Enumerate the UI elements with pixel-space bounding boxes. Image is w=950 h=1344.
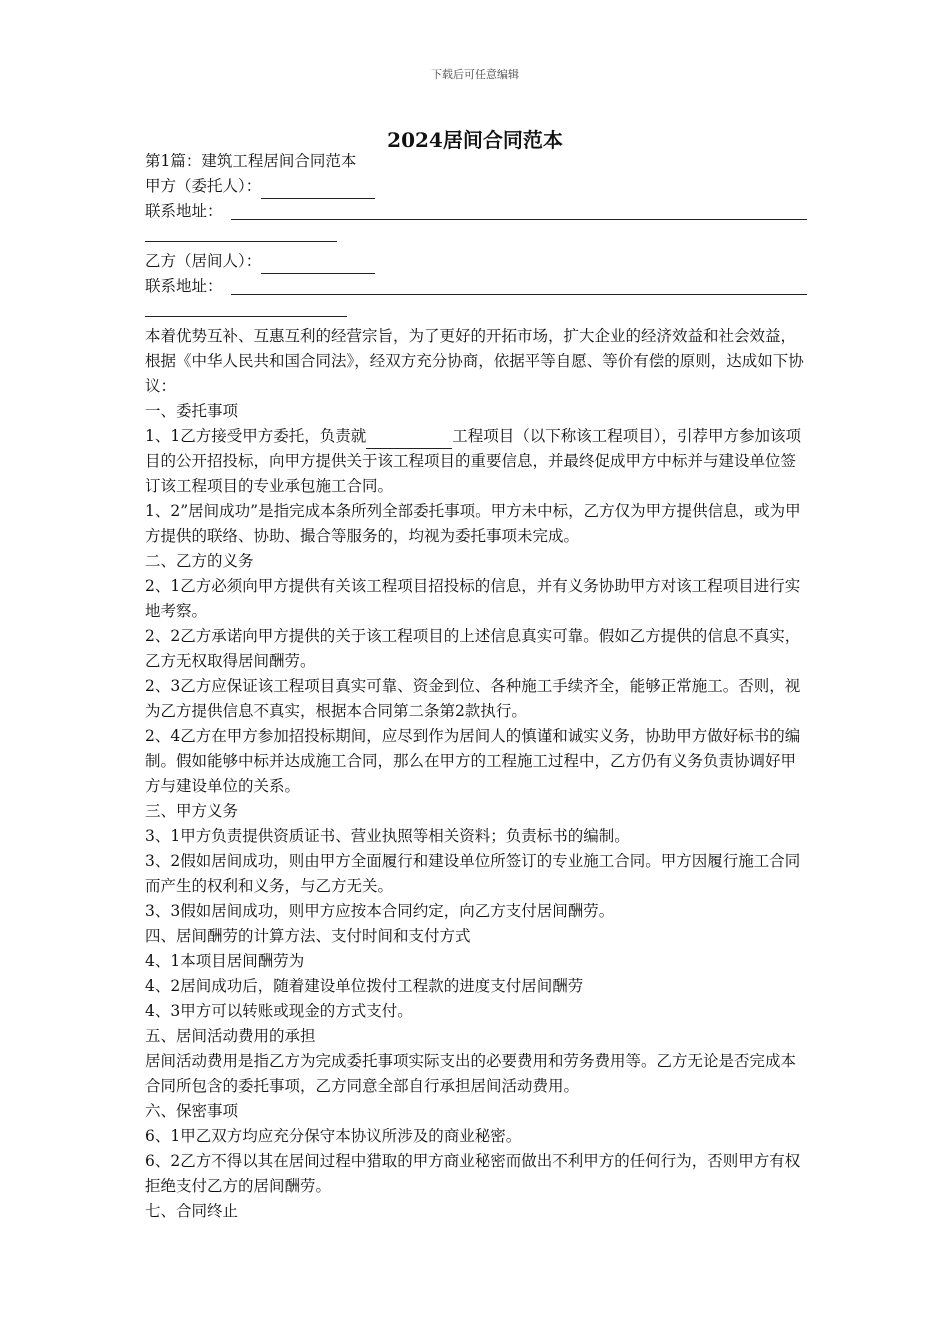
clause-3-1: 3、1甲方负责提供资质证书、营业执照等相关资料；负责标书的编制。 — [145, 827, 630, 845]
party-b-line — [145, 249, 807, 274]
party-a-address-line — [145, 199, 807, 224]
section-heading: 三、甲方义务 — [145, 802, 239, 820]
section-heading: 六、保密事项 — [145, 1102, 239, 1120]
party-a-blank — [261, 180, 375, 199]
clause-2-1: 2、1乙方必须向甲方提供有关该工程项目招投标的信息，并有义务协助甲方对该工程项目进行实地考察。 — [145, 577, 801, 620]
preamble-paragraph: 本着优势互补、互惠互利的经营宗旨，为了更好的开拓市场，扩大企业的经济效益和社会效益，根据《中华人民共和国合同法》，经双方充分协商，依据平等自愿、等价有偿的原则，达成如下协议： — [145, 327, 804, 395]
address-label-a: 联系地址： — [145, 202, 223, 220]
clause-5: 居间活动费用是指乙方为完成委托事项实际支出的必要费用和劳务费用等。乙方无论是否完成本合同所包含的委托事项，乙方同意全部自行承担居间活动费用。 — [145, 1052, 797, 1095]
clause-6-2: 6、2乙方不得以其在居间过程中猎取的甲方商业秘密而做出不利甲方的任何行为，否则甲方有权拒绝支付乙方的居间酬劳。 — [145, 1152, 801, 1195]
clause-1-1 — [145, 424, 807, 499]
remaining-clauses — [145, 499, 807, 1224]
clause-3-3: 3、3假如居间成功，则甲方应按本合同约定，向乙方支付居间酬劳。 — [145, 902, 615, 920]
clause-2-2: 2、2乙方承诺向甲方提供的关于该工程项目的上述信息真实可靠。假如乙方提供的信息不真实，乙方无权取得居间酬劳。 — [145, 627, 801, 670]
party-b-label: 乙方（居间人）： — [145, 252, 262, 270]
clause-2-4: 2、4乙方在甲方参加招投标期间，应尽到作为居间人的慎谨和诚实义务，协助甲方做好标书的编制。假如能够中标并达成施工合同，那么在甲方的工程施工过程中，乙方仍有义务负责协调好甲方与建设单位的关系。 — [145, 727, 801, 795]
section-heading: 四、居间酬劳的计算方法、支付时间和支付方式 — [145, 927, 471, 945]
clause-4-1: 4、1本项目居间酬劳为 — [145, 952, 305, 970]
clause-6-1: 6、1甲乙双方均应充分保守本协议所涉及的商业秘密。 — [145, 1127, 522, 1145]
clause-1-1-start: 1、1乙方接受甲方委托，负责就 — [145, 427, 367, 445]
address-a-tail-rule — [145, 224, 337, 242]
section-heading: 五、居间活动费用的承担 — [145, 1027, 316, 1045]
party-b-blank — [261, 255, 375, 274]
section-heading: 二、乙方的义务 — [145, 552, 254, 570]
clause-1-1-end: 工程项目（以下称该工程项目），引荐甲方参加该项目的公开招投标，向甲方提供关于该工程项目的重要信息，并最终促成甲方中标并与建设单位签订该工程项目的专业承包施工合同。 — [145, 427, 801, 495]
clause-2-3: 2、3乙方应保证该工程项目真实可靠、资金到位、各种施工手续齐全，能够正常施工。否则，视为乙方提供信息不真实，根据本合同第二条第2款执行。 — [145, 677, 801, 720]
subtitle: 第1篇：建筑工程居间合同范本 — [145, 152, 357, 170]
party-a-line — [145, 174, 807, 199]
section-heading: 一、委托事项 — [145, 402, 239, 420]
project-name-blank — [366, 430, 452, 449]
address-b-continuation — [145, 299, 807, 324]
party-b-address-line — [145, 274, 807, 299]
document-title: 2024居间合同范本 — [387, 128, 563, 152]
document-body — [145, 149, 807, 1224]
address-a-blank — [231, 201, 807, 220]
clause-4-3: 4、3甲方可以转账或现金的方式支付。 — [145, 1002, 413, 1020]
clause-1-2: 1、2”居间成功”是指完成本条所列全部委托事项。甲方未中标，乙方仅为甲方提供信息，或为甲方提供的联络、协助、撮合等服务的，均视为委托事项未完成。 — [145, 502, 801, 545]
address-b-blank — [231, 276, 807, 295]
address-label-b: 联系地址： — [145, 277, 223, 295]
address-a-continuation — [145, 224, 807, 249]
clause-3-2: 3、2假如居间成功，则由甲方全面履行和建设单位所签订的专业施工合同。甲方因履行施工合同而产生的权利和义务，与乙方无关。 — [145, 852, 801, 895]
header-note: 下载后可任意编辑 — [431, 68, 519, 81]
clause-4-2: 4、2居间成功后，随着建设单位拨付工程款的进度支付居间酬劳 — [145, 977, 584, 995]
party-a-label: 甲方（委托人）： — [145, 177, 262, 195]
section-heading: 七、合同终止 — [145, 1202, 239, 1220]
address-b-tail-rule — [145, 299, 347, 317]
